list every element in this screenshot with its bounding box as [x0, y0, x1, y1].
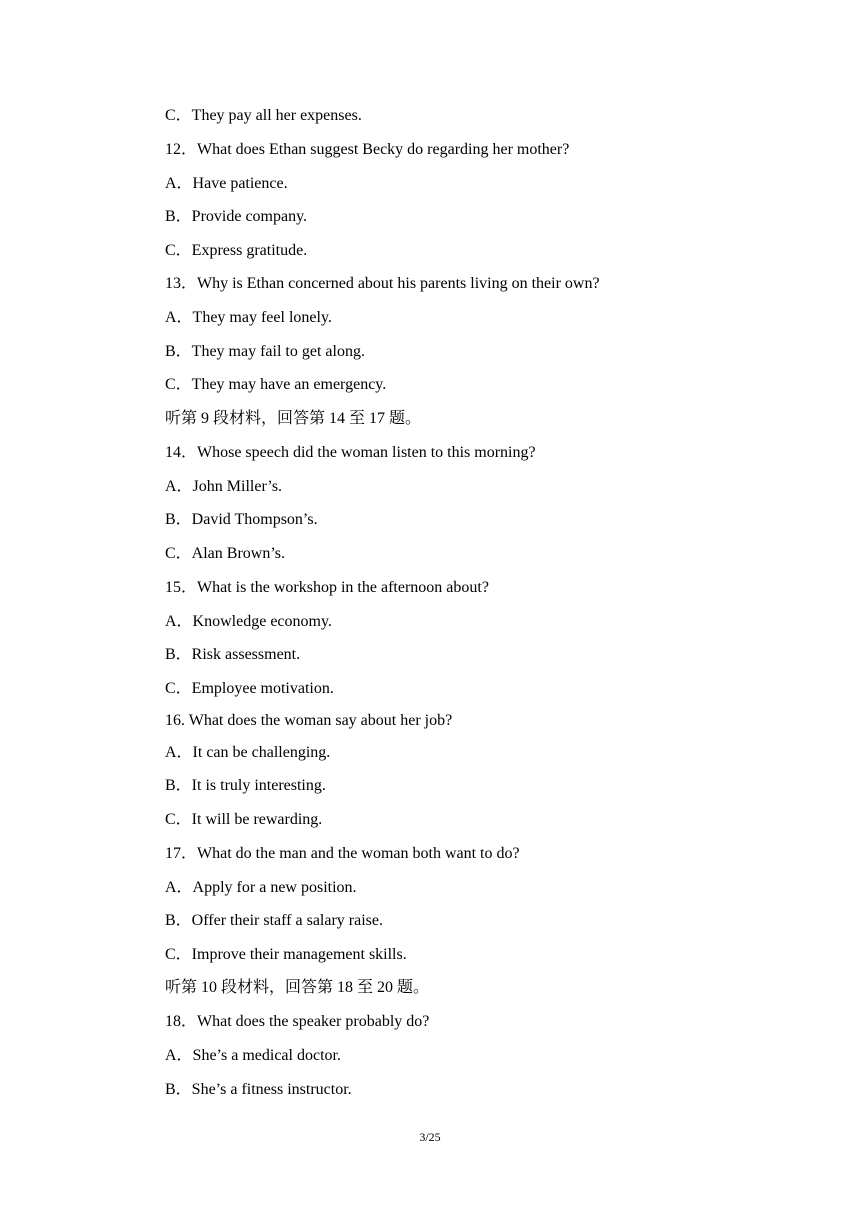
- section-instruction: 听第 10 段材料，回答第 18 至 20 题。: [165, 979, 430, 996]
- option-line: A．Knowledge economy.: [165, 613, 332, 630]
- option-line: C．Improve their management skills.: [165, 946, 407, 963]
- option-line: B．Offer their staff a salary raise.: [165, 912, 383, 929]
- question-line: 17．What do the man and the woman both want to do?: [165, 845, 520, 862]
- question-line: 15．What is the workshop in the afternoon about?: [165, 579, 489, 596]
- option-line: B．They may fail to get along.: [165, 343, 365, 360]
- option-line: A．They may feel lonely.: [165, 309, 332, 326]
- option-line: B．It is truly interesting.: [165, 777, 326, 794]
- option-line: B．Provide company.: [165, 208, 308, 225]
- option-line: A．It can be challenging.: [165, 744, 331, 761]
- question-line: 18．What does the speaker probably do?: [165, 1013, 430, 1030]
- question-line: 13．Why is Ethan concerned about his parents living on their own?: [165, 275, 600, 292]
- question-line: 14．Whose speech did the woman listen to this morning?: [165, 444, 536, 461]
- option-line: B．David Thompson’s.: [165, 511, 318, 528]
- option-line: C．Alan Brown’s.: [165, 545, 286, 562]
- option-line: C．They may have an emergency.: [165, 376, 387, 393]
- page-number: 3/25: [419, 1130, 441, 1144]
- question-line: 16. What does the woman say about her job?: [165, 712, 453, 729]
- section-instruction: 听第 9 段材料，回答第 14 至 17 题。: [165, 410, 422, 427]
- option-line: A．Apply for a new position.: [165, 879, 357, 896]
- option-line: A．John Miller’s.: [165, 478, 283, 495]
- option-line: B．Risk assessment.: [165, 646, 301, 663]
- option-line: A．She’s a medical doctor.: [165, 1047, 341, 1064]
- option-line: C．It will be rewarding.: [165, 811, 323, 828]
- option-line: C．Employee motivation.: [165, 680, 334, 697]
- option-line: C．They pay all her expenses.: [165, 107, 362, 124]
- question-line: 12．What does Ethan suggest Becky do regarding her mother?: [165, 141, 570, 158]
- option-line: C．Express gratitude.: [165, 242, 308, 259]
- option-line: B．She’s a fitness instructor.: [165, 1081, 352, 1098]
- option-line: A．Have patience.: [165, 175, 288, 192]
